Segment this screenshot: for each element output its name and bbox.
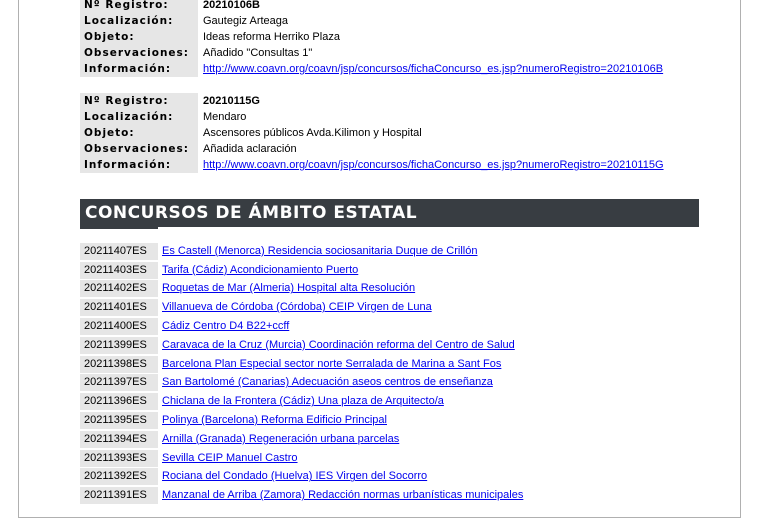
observaciones-label: Observaciones: (80, 45, 198, 61)
concurso-link[interactable]: Barcelona Plan Especial sector norte Serralada de Marina a Sant Fos (162, 357, 502, 370)
registro-row (80, 0, 680, 13)
entry-20210115G (80, 93, 680, 173)
localizacion-row (80, 109, 680, 125)
observaciones-value: Añadida aclaración (203, 143, 297, 155)
concurso-link[interactable]: Chiclana de la Frontera (Cádiz) Una plaza de Arquitecto/a (162, 395, 444, 408)
concurso-code: 20211407ES (80, 243, 158, 260)
registro-label: Nº Registro: (80, 0, 198, 13)
objeto-row (80, 29, 680, 45)
registro-label: Nº Registro: (80, 93, 198, 109)
concurso-code: 20211392ES (80, 468, 158, 485)
informacion-label: Información: (80, 157, 198, 173)
list-item (80, 486, 700, 505)
concurso-code: 20211399ES (80, 337, 158, 354)
observaciones-row (80, 141, 680, 157)
list-item (80, 411, 700, 430)
list-item (80, 317, 700, 336)
concurso-link[interactable]: Es Castell (Menorca) Residencia sociosanitaria Duque de Crillón (162, 244, 478, 257)
concurso-link[interactable]: Caravaca de la Cruz (Murcia) Coordinación reforma del Centro de Salud (162, 338, 515, 351)
section-underline (80, 227, 158, 229)
registro-value: 20210106B (203, 0, 260, 11)
concurso-code: 20211400ES (80, 318, 158, 335)
list-item (80, 280, 700, 299)
registro-row (80, 93, 680, 109)
list-item (80, 468, 700, 487)
concurso-code: 20211401ES (80, 299, 158, 316)
list-item (80, 336, 700, 355)
concurso-link[interactable]: Polinya (Barcelona) Reforma Edificio Principal (162, 414, 387, 427)
concursos-list (80, 242, 700, 505)
informacion-label: Información: (80, 61, 198, 77)
concurso-link[interactable]: Villanueva de Córdoba (Córdoba) CEIP Virgen de Luna (162, 301, 432, 314)
list-item (80, 242, 700, 261)
objeto-value: Ascensores públicos Avda.Kilimon y Hospital (203, 127, 422, 139)
objeto-row (80, 125, 680, 141)
concurso-code: 20211394ES (80, 431, 158, 448)
observaciones-row (80, 45, 680, 61)
list-item (80, 374, 700, 393)
entry-20210106B (80, 0, 680, 77)
concurso-code: 20211396ES (80, 393, 158, 410)
list-item (80, 355, 700, 374)
informacion-link[interactable]: http://www.coavn.org/coavn/jsp/concursos/fichaConcurso_es.jsp?numeroRegistro=20210115G (203, 159, 664, 171)
observaciones-value: Añadido "Consultas 1" (203, 47, 313, 59)
concurso-link[interactable]: Manzanal de Arriba (Zamora) Redacción normas urbanísticas municipales (162, 489, 524, 502)
concurso-link[interactable]: San Bartolomé (Canarias) Adecuación aseos centros de enseñanza (162, 376, 493, 389)
concurso-link[interactable]: Roquetas de Mar (Almeria) Hospital alta Resolución (162, 282, 416, 295)
concurso-code: 20211391ES (80, 487, 158, 504)
localizacion-label: Localización: (80, 109, 198, 125)
concurso-link[interactable]: Rociana del Condado (Huelva) IES Virgen del Socorro (162, 470, 428, 483)
informacion-row (80, 61, 680, 77)
localizacion-value: Gautegiz Arteaga (203, 15, 289, 27)
localizacion-row (80, 13, 680, 29)
concurso-code: 20211393ES (80, 450, 158, 467)
concurso-link[interactable]: Arnilla (Granada) Regeneración urbana parcelas (162, 432, 400, 445)
observaciones-label: Observaciones: (80, 141, 198, 157)
registro-value: 20210115G (203, 95, 260, 107)
concurso-link[interactable]: Sevilla CEIP Manuel Castro (162, 451, 298, 464)
informacion-link[interactable]: http://www.coavn.org/coavn/jsp/concursos/fichaConcurso_es.jsp?numeroRegistro=20210106B (203, 63, 664, 75)
list-item (80, 449, 700, 468)
concurso-code: 20211395ES (80, 412, 158, 429)
list-item (80, 430, 700, 449)
section-title-estatal: CONCURSOS DE ÁMBITO ESTATAL (80, 199, 699, 227)
concurso-link[interactable]: Cádiz Centro D4 B22+ccff (162, 320, 290, 333)
concurso-code: 20211402ES (80, 280, 158, 297)
concurso-link[interactable]: Tarifa (Cádiz) Acondicionamiento Puerto (162, 263, 359, 276)
list-item (80, 298, 700, 317)
list-item (80, 392, 700, 411)
localizacion-value: Mendaro (203, 111, 247, 123)
objeto-value: Ideas reforma Herriko Plaza (203, 31, 340, 43)
localizacion-label: Localización: (80, 13, 198, 29)
list-item (80, 261, 700, 280)
objeto-label: Objeto: (80, 29, 198, 45)
informacion-row (80, 157, 680, 173)
concurso-code: 20211397ES (80, 374, 158, 391)
concurso-code: 20211403ES (80, 262, 158, 279)
objeto-label: Objeto: (80, 125, 198, 141)
concurso-code: 20211398ES (80, 356, 158, 373)
